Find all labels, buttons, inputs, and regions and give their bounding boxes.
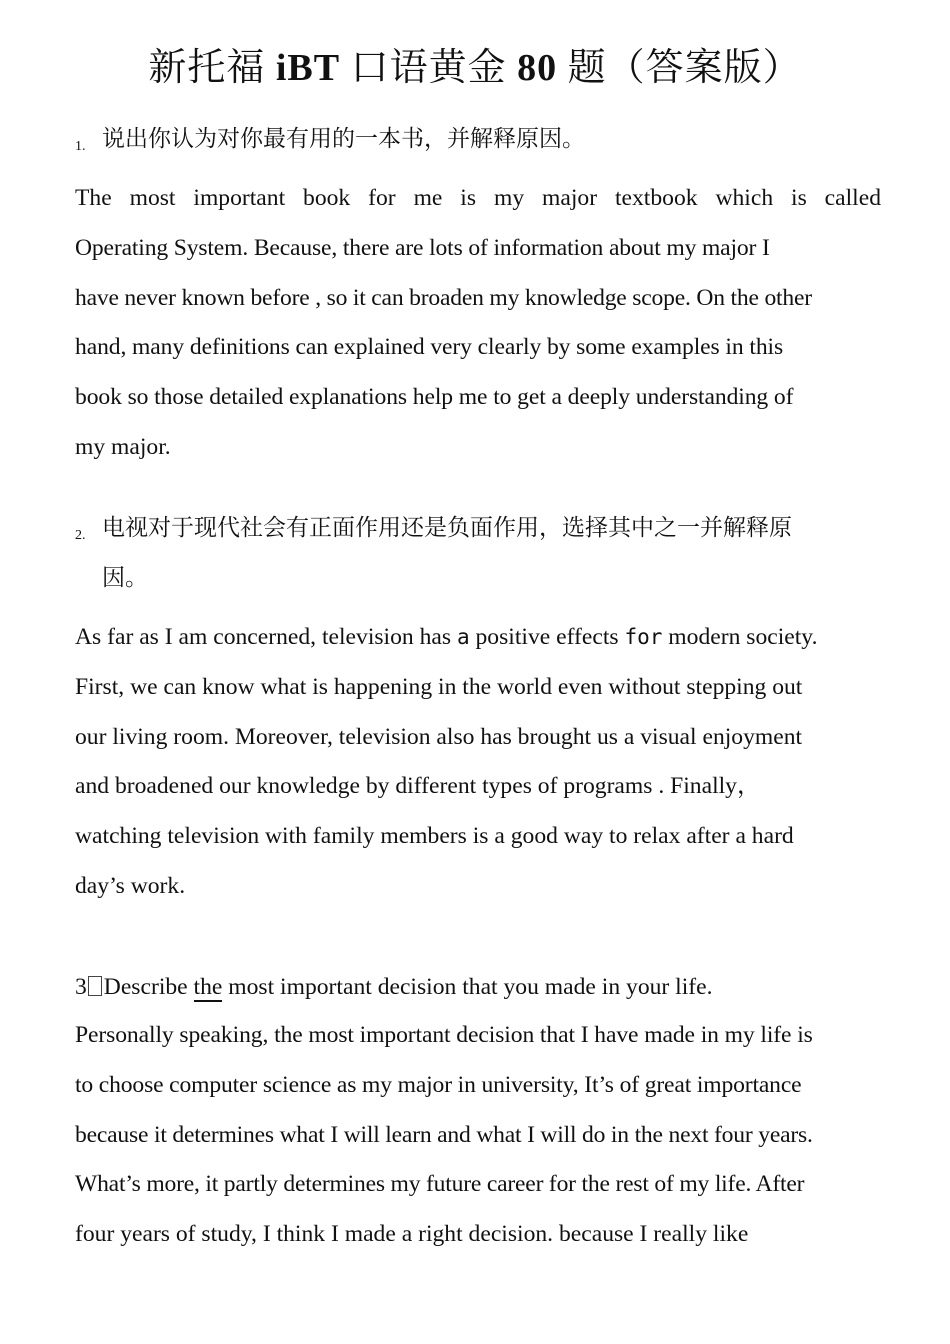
question-3 bbox=[75, 962, 713, 1012]
answer-line: have never known before , so it can broaden my knowledge scope. On the other bbox=[75, 284, 812, 311]
answer-line: because it determines what I will learn and what I will do in the next four years. bbox=[75, 1121, 813, 1148]
answer-text: As far as I am concerned, television has bbox=[75, 624, 457, 650]
question-number: 1. bbox=[75, 139, 86, 154]
answer-line: and broadened our knowledge by different types of programs . Finally， bbox=[75, 773, 761, 800]
answer-text: positive effects bbox=[469, 624, 625, 650]
question-text: Describe bbox=[103, 974, 194, 1000]
title-part-bold: 80 bbox=[517, 47, 558, 89]
answer-1 bbox=[75, 174, 881, 473]
question-text: most important decision that you made in your life. bbox=[222, 974, 713, 1000]
answer-text: a bbox=[456, 625, 470, 649]
question-text: 电视对于现代社会有正面作用还是负面作用，选择其中之一并解释原 bbox=[102, 515, 792, 541]
answer-text: modern society. bbox=[662, 624, 818, 650]
answer-line: First, we can know what is happening in the world even without stepping out bbox=[75, 673, 803, 700]
question-number: 2. bbox=[75, 528, 86, 543]
title-part: 口语黄金 bbox=[340, 47, 518, 89]
answer-line: day’s work. bbox=[75, 872, 186, 899]
title-part: 新托福 bbox=[148, 47, 276, 89]
answer-line: book so those detailed explanations help me to get a deeply understanding of bbox=[75, 384, 794, 411]
page-title bbox=[0, 42, 950, 94]
answer-3 bbox=[75, 1011, 881, 1260]
answer-line: my major. bbox=[75, 433, 171, 460]
answer-line: to choose computer science as my major in university, It’s of great importance bbox=[75, 1071, 802, 1098]
answer-line: The most important book for me is my major textbook which is called bbox=[75, 185, 881, 211]
answer-2 bbox=[75, 613, 881, 912]
answer-line: our living room. Moreover, television also has brought us a visual enjoyment bbox=[75, 723, 803, 750]
missing-glyph-icon bbox=[88, 976, 102, 996]
answer-line: Operating System. Because, there are lots of information about my major I bbox=[75, 234, 770, 261]
question-text-underlined: the bbox=[193, 974, 223, 1000]
answer-text: for bbox=[624, 625, 663, 649]
question-2 bbox=[75, 503, 875, 603]
question-1 bbox=[75, 114, 875, 164]
answer-line bbox=[75, 613, 881, 663]
answer-line: watching television with family members is a good way to relax after a hard bbox=[75, 823, 794, 850]
question-text: 因。 bbox=[102, 565, 148, 591]
title-part: 题（答案版） bbox=[557, 47, 802, 89]
answer-line: What’s more, it partly determines my future career for the rest of my life. After bbox=[75, 1171, 805, 1198]
title-part-bold: iBT bbox=[275, 47, 341, 89]
answer-line: four years of study, I think I made a right decision. because I really like bbox=[75, 1221, 749, 1248]
answer-line: Personally speaking, the most important decision that I have made in my life is bbox=[75, 1022, 813, 1048]
question-number: 3 bbox=[75, 974, 87, 1000]
question-text: 说出你认为对你最有用的一本书，并解释原因。 bbox=[102, 126, 585, 152]
answer-line: hand, many definitions can explained very clearly by some examples in this bbox=[75, 334, 784, 361]
